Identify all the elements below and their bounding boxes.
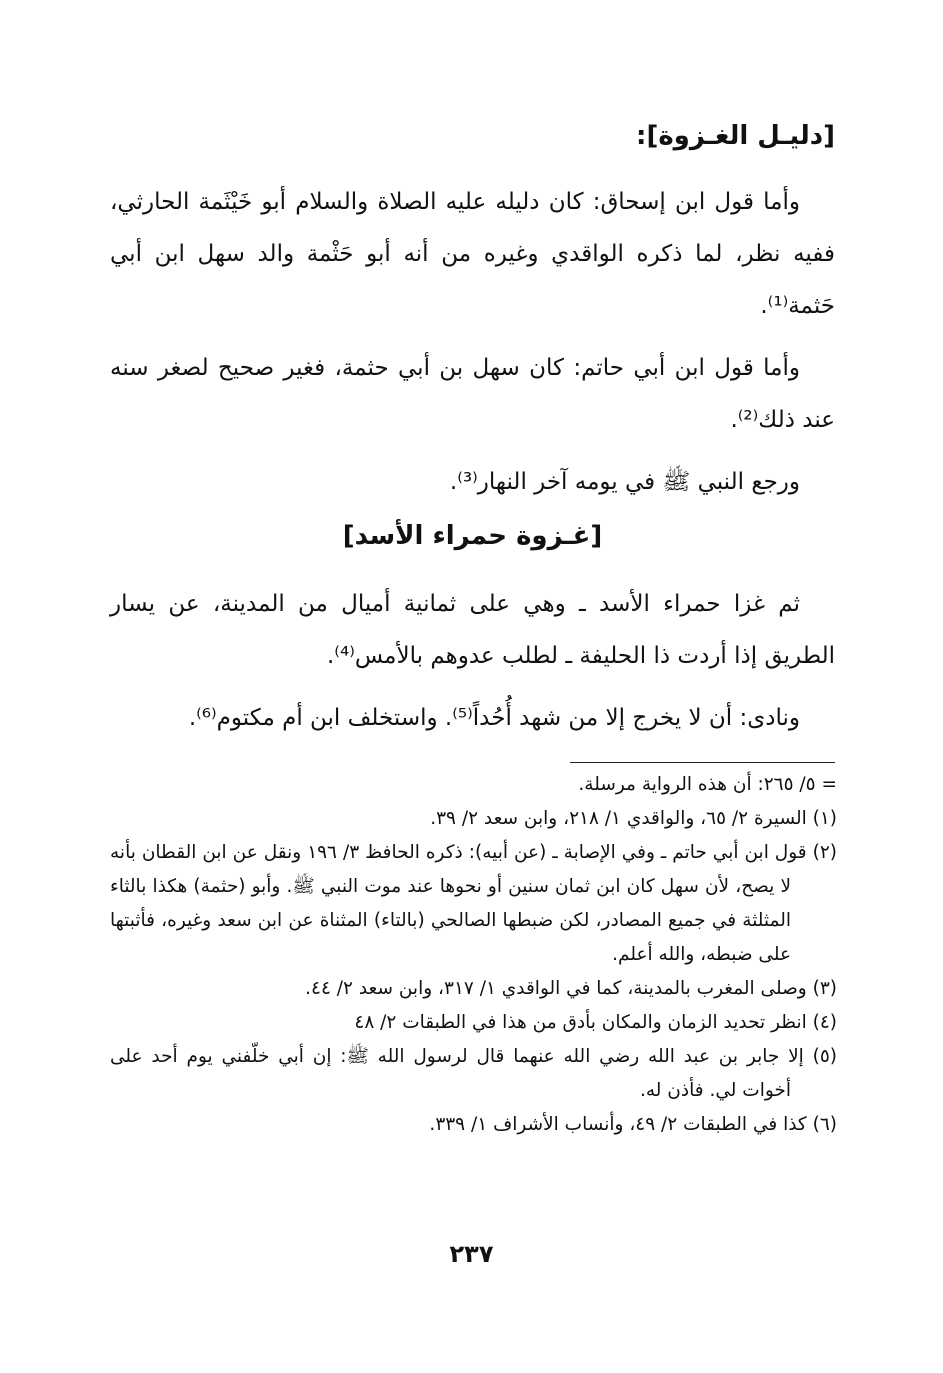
footnote: (١) السيرة ٢/ ٦٥، والواقدي ١/ ٢١٨، وابن سعد ٢/ ٣٩. xyxy=(430,808,837,829)
main-text-top xyxy=(110,176,835,508)
paragraph: وأما قول ابن إسحاق: كان دليله عليه الصلاة والسلام أبو خَيْثَمة الحارثي، ففيه نظر، لما ذكره الواقدي وغيره من أنه أبو حَثْمة والد سهل ابن أبي حَثمة⁽¹⁾. xyxy=(110,189,835,319)
footnote: (٤) انظر تحديد الزمان والمكان بأدق من هذا في الطبقات ٢/ ٤٨ xyxy=(354,1012,837,1033)
footnote-separator xyxy=(570,762,835,763)
footnote: (٢) قول ابن أبي حاتم ـ وفي الإصابة ـ (عن أبيه): ذكره الحافظ ٣/ ١٩٦ ونقل عن ابن القطان بأنه لا يصح، لأن سهل كان ابن ثمان سنين أو نحوها عند موت النبي ﷺ. وأبو (حثمة) هكذا بالثاء المثلثة في جميع المصادر، لكن ضبطها الصالحي (بالتاء) المثناة عن ابن سعد وغيره، فأثبتها على ضبطه، والله أعلم. xyxy=(110,842,837,965)
main-text-bottom xyxy=(110,578,835,744)
footnote: (٦) كذا في الطبقات ٢/ ٤٩، وأنساب الأشراف ١/ ٣٣٩. xyxy=(429,1114,837,1135)
paragraph: ثم غزا حمراء الأسد ـ وهي على ثمانية أميال من المدينة، عن يسار الطريق إذا أردت ذا الحليفة ـ لطلب عدوهم بالأمس⁽⁴⁾. xyxy=(110,591,835,669)
footnote: = ٥/ ٢٦٥: أن هذه الرواية مرسلة. xyxy=(578,774,837,795)
page-number: ٢٣٧ xyxy=(449,1240,494,1268)
paragraph: ورجع النبي ﷺ في يومه آخر النهار⁽³⁾. xyxy=(449,469,800,495)
subsection-heading: [غـزوة حمراء الأسد] xyxy=(342,521,603,551)
paragraph: وأما قول ابن أبي حاتم: كان سهل بن أبي حثمة، فغير صحيح لصغر سنه عند ذلك⁽²⁾. xyxy=(110,355,835,433)
footnotes xyxy=(110,768,837,1142)
footnote: (٥) إلا جابر بن عبد الله رضي الله عنهما قال لرسول الله ﷺ: إن أبي خلّفني يوم أحد على أخوات لي. فأذن له. xyxy=(110,1046,837,1101)
section-heading: [دليـل الغـزوة]: xyxy=(636,121,835,151)
footnote: (٣) وصلى المغرب بالمدينة، كما في الواقدي ١/ ٣١٧، وابن سعد ٢/ ٤٤. xyxy=(305,978,837,999)
paragraph: ونادى: أن لا يخرج إلا من شهد أُحُداً⁽⁵⁾. واستخلف ابن أم مكتوم⁽⁶⁾. xyxy=(188,705,800,731)
